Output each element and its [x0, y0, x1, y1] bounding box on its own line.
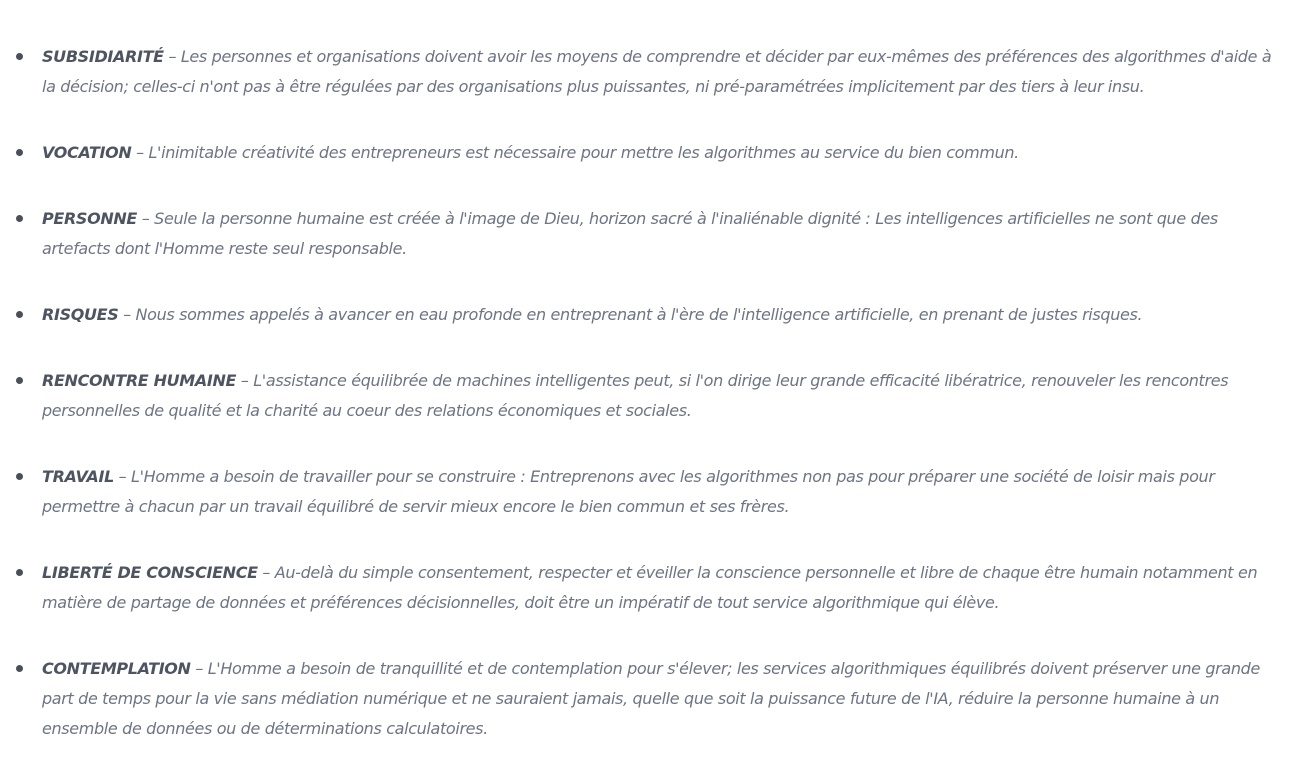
bullet-icon [16, 569, 23, 576]
bullet-icon [16, 149, 23, 156]
principle-item-risques [0, 300, 1302, 330]
bullet-icon [16, 377, 23, 384]
principle-term: LIBERTÉ DE CONSCIENCE [42, 563, 258, 582]
principle-text: – Au-delà du simple consentement, respecter et éveiller la conscience personnelle et libre de chaque être humain notamment en matière de partage de données et préférences décisionnelles, doit être un impératif de tout service algorithmique qui élève. [42, 563, 1258, 612]
principle-item-personne [0, 204, 1302, 264]
bullet-icon [16, 215, 23, 222]
principle-text: – Seule la personne humaine est créée à l'image de Dieu, horizon sacré à l'inaliénable dignité : Les intelligences artificielles ne sont que des artefacts dont l'Homme reste seul responsable. [42, 209, 1218, 258]
principle-text: – L'assistance équilibrée de machines intelligentes peut, si l'on dirige leur grande efficacité libératrice, renouveler les rencontres personnelles de qualité et la charité au coeur des relations économiques et sociales. [42, 371, 1229, 420]
principle-item-travail [0, 462, 1302, 522]
principle-term: VOCATION [42, 143, 132, 162]
principle-term: PERSONNE [42, 209, 138, 228]
bullet-icon [16, 53, 23, 60]
principle-item-liberte-de-conscience [0, 558, 1302, 618]
bullet-icon [16, 473, 23, 480]
principle-text: – Les personnes et organisations doivent avoir les moyens de comprendre et décider par eux-mêmes des préférences des algorithmes d'aide à la décision; celles-ci n'ont pas à être régulées par des organisations plus puissantes, ni pré-paramétrées implicitement par des tiers à leur insu. [42, 47, 1272, 96]
principle-item-rencontre-humaine [0, 366, 1302, 426]
principles-list [0, 42, 1302, 780]
bullet-icon [16, 665, 23, 672]
principle-text: – L'inimitable créativité des entrepreneurs est nécessaire pour mettre les algorithmes au service du bien commun. [131, 143, 1019, 162]
principle-term: TRAVAIL [42, 467, 114, 486]
principle-text: – L'Homme a besoin de tranquillité et de contemplation pour s'élever; les services algorithmiques équilibrés doivent préserver une grande part de temps pour la vie sans médiation numérique et ne sauraient jamais, quelle que soit la puissance future de l'IA, réduire la personne humaine à un ensemble de données ou de déterminations calculatoires. [42, 659, 1260, 738]
principle-text: – Nous sommes appelés à avancer en eau profonde en entreprenant à l'ère de l'intelligence artificielle, en prenant de justes risques. [118, 305, 1143, 324]
principle-text: – L'Homme a besoin de travailler pour se construire : Entreprenons avec les algorithmes non pas pour préparer une société de loisir mais pour permettre à chacun par un travail équilibré de servir mieux encore le bien commun et ses frères. [42, 467, 1215, 516]
principle-item-subsidiarite [0, 42, 1302, 102]
bullet-icon [16, 311, 23, 318]
principle-item-contemplation [0, 654, 1302, 744]
principle-term: RISQUES [42, 305, 119, 324]
principle-term: RENCONTRE HUMAINE [42, 371, 237, 390]
principle-item-vocation [0, 138, 1302, 168]
principle-term: CONTEMPLATION [42, 659, 191, 678]
principle-term: SUBSIDIARITÉ [42, 47, 164, 66]
